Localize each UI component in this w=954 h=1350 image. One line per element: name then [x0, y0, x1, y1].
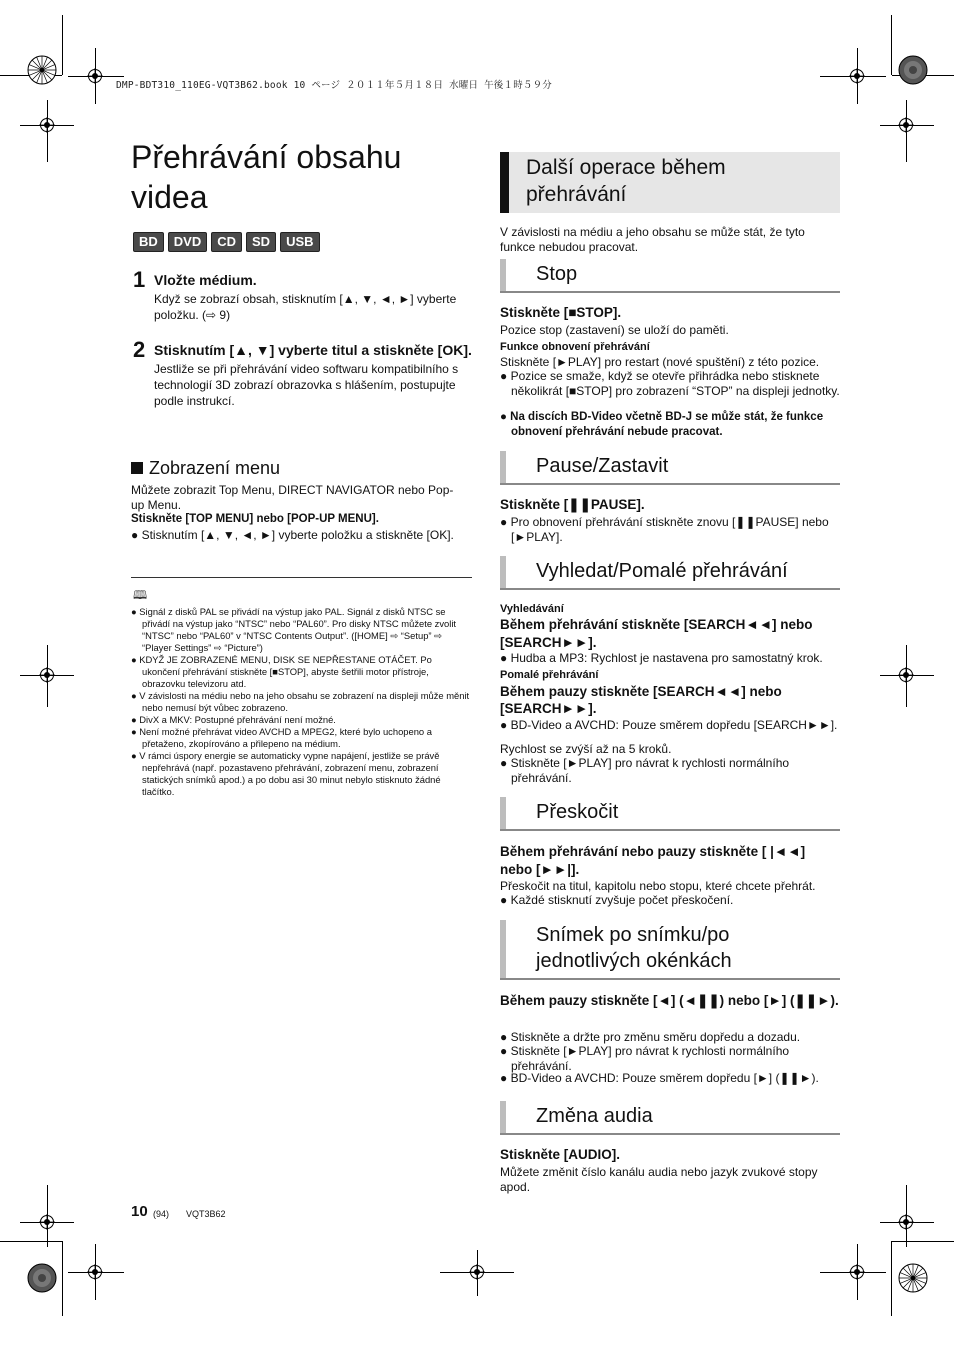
section-search-heading — [500, 556, 840, 590]
registration-mark-icon — [39, 667, 55, 683]
frame-bullet: ● Stiskněte [►PLAY] pro návrat k rychlosti normálního přehrávání. — [500, 1044, 790, 1073]
main-heading-label: Další operace během přehrávání — [526, 156, 726, 206]
step-title: Vložte médium. — [154, 272, 257, 288]
square-bullet-icon — [131, 462, 143, 474]
slow-label: Pomalé přehrávání — [500, 669, 599, 681]
frame-instruction: Během pauzy stiskněte [◄] (◄❚❚) nebo [►] (❚❚►). — [500, 993, 839, 1008]
menu-bullet: ● Stisknutím [▲, ▼, ◄, ►] vyberte položku a stiskněte [OK]. — [131, 528, 454, 542]
search-instruction: Během přehrávání stiskněte [SEARCH◄◄] nebo [SEARCH►►]. — [500, 617, 813, 650]
page-number: 10 — [131, 1203, 148, 1220]
media-badge-bd: BD — [133, 232, 164, 252]
speed-text: Rychlost se zvýší až na 5 kroků. — [500, 742, 672, 756]
slow-instruction: Během pauzy stiskněte [SEARCH◄◄] nebo [SEARCH►►]. — [500, 684, 782, 716]
heading-bar — [500, 451, 506, 483]
audio-instruction: Stiskněte [AUDIO]. — [500, 1147, 621, 1162]
media-badge-dvd: DVD — [168, 232, 207, 252]
stop-text: Pozice stop (zastavení) se uloží do paměti. — [500, 323, 729, 337]
section-heading-label: Změna audia — [536, 1105, 653, 1127]
notes-divider — [131, 577, 472, 578]
section-pause-heading — [500, 451, 840, 485]
pause-bullet: ● Pro obnovení přehrávání stiskněte znovu [❚❚PAUSE] nebo [►PLAY]. — [500, 515, 829, 544]
heading-bar — [500, 797, 506, 829]
search-bullet: ● Hudba a MP3: Rychlost je nastavena pro samostatný krok. — [500, 651, 823, 665]
section-heading-label: Přeskočit — [536, 801, 619, 823]
pause-instruction: Stiskněte [❚❚PAUSE]. — [500, 497, 645, 512]
section-heading-label: Vyhledat/Pomalé přehrávání — [536, 560, 788, 582]
intro-text: V závislosti na médiu a jeho obsahu se může stát, že tyto funkce nebudou pracovat. — [500, 225, 805, 254]
heading-bar — [500, 920, 506, 978]
halftone-circle-icon — [27, 1263, 57, 1293]
section-main-heading — [500, 152, 840, 213]
model-code: VQT3B62 — [186, 1209, 226, 1219]
crop-line — [892, 1241, 954, 1242]
crop-line — [62, 15, 63, 75]
step-body: Když se zobrazí obsah, stisknutím [▲, ▼, ◄, ►] vyberte položku. (⇨ 9) — [154, 292, 457, 322]
note-item: ● Signál z disků PAL se přivádí na výstup jako PAL. Signál z disků NTSC se přivádí na výstup jako “NTSC” nebo “PAL60”. Pro disky NTSC můžete zvolit “NTSC” nebo “PAL60” v “NTSC Contents Output”. ([HOME] ⇨ “Setup” ⇨ “Player Settings” ⇨ “Picture”) — [131, 606, 457, 653]
note-item: ● V rámci úspory energie se automaticky vypne napájení, jestliže se právě nepřehrává (např. pozastaveno přehrávání, zobrazení menu, zobrazení statických snímků apod.) a po dobu asi 30 minut nebylo stisknuto žádné tlačítko. — [131, 750, 441, 797]
section-audio-heading — [500, 1101, 840, 1135]
registration-mark-icon — [39, 1214, 55, 1230]
audio-text: Můžete změnit číslo kanálu audia nebo jazyk zvukové stopy apod. — [500, 1165, 818, 1194]
step-1 — [133, 267, 473, 323]
stop-instruction: Stiskněte [■STOP]. — [500, 305, 622, 320]
step-number: 2 — [133, 337, 146, 362]
menu-heading — [131, 457, 280, 479]
step-2 — [133, 337, 473, 409]
page-title: Přehrávání obsahu videa — [131, 139, 402, 215]
heading-bar — [500, 1101, 506, 1133]
registration-mark-icon — [898, 667, 914, 683]
registration-mark-icon — [849, 1264, 865, 1280]
crop-line — [0, 1241, 62, 1242]
heading-bar — [500, 259, 506, 291]
skip-bullet: ● Každé stisknutí zvyšuje počet přeskočení. — [500, 893, 734, 907]
skip-instruction: Během přehrávání nebo pauzy stiskněte [ |◄◄] nebo [►►|]. — [500, 844, 806, 877]
slow-bullet: ● BD-Video a AVCHD: Pouze směrem dopředu [SEARCH►►]. — [500, 718, 838, 732]
note-item: ● DivX a MKV: Postupné přehrávání není možné. — [131, 714, 336, 725]
note-item: ● KDYŽ JE ZOBRAZENÉ MENU, DISK SE NEPŘESTANE OTÁČET. Po ukončení přehrávání stiskněte [■STOP], abyste šetřili motor přístroje, obrazovku televizoru atd. — [131, 654, 432, 689]
registration-mark-icon — [898, 1214, 914, 1230]
menu-heading-label: Zobrazení menu — [149, 458, 281, 478]
note-item: ● V závislosti na médiu nebo na jeho obsahu se zobrazení na displeji může měnit nebo nemusí být vůbec zobrazeno. — [131, 690, 470, 713]
crop-line — [891, 15, 892, 75]
media-badges — [133, 232, 320, 252]
search-label: Vyhledávání — [500, 603, 564, 615]
frame-bullet: ● Stiskněte a držte pro změnu směru dopředu a dozadu. — [500, 1030, 801, 1044]
heading-bar — [500, 152, 509, 213]
stop-bullet: ● Pozice se smaže, když se otevře přihrádka nebo stisknete několikrát [■STOP] pro zobrazení “STOP” na displeji jednotky. — [500, 369, 840, 398]
crop-line — [891, 1241, 892, 1316]
registration-mark-icon — [469, 1264, 485, 1280]
skip-text: Přeskočit na titul, kapitolu nebo stopu, které chcete přehrát. — [500, 879, 816, 893]
registration-mark-icon — [898, 117, 914, 133]
note-item: ● Není možné přehrávat video AVCHD a MPEG2, které bylo uchopeno a přetaženo, zkopírováno a přilepeno na médium. — [131, 726, 432, 749]
section-heading-label: Snímek po snímku/po jednotlivých okénkách — [536, 924, 732, 972]
menu-text: Můžete zobrazit Top Menu, DIRECT NAVIGATOR nebo Pop-up Menu. — [131, 483, 454, 512]
print-header: DMP-BDT310_110EG-VQT3B62.book 10 ページ ２０１１年５月１８日 水曜日 午後１時５９分 — [116, 80, 553, 91]
media-badge-usb: USB — [280, 232, 319, 252]
media-badge-cd: CD — [211, 232, 242, 252]
stop-bullet: ● Na discích BD-Video včetně BD-J se může stát, že funkce obnovení přehrávání nebude pracovat. — [500, 411, 824, 438]
section-heading-label: Pause/Zastavit — [536, 455, 669, 477]
menu-instruction: Stiskněte [TOP MENU] nebo [POP-UP MENU]. — [131, 513, 379, 525]
notes-list — [131, 606, 471, 798]
starburst-icon — [898, 1263, 928, 1293]
media-badge-sd: SD — [246, 232, 276, 252]
book-icon: 🕮 — [133, 588, 148, 602]
step-number: 1 — [133, 267, 146, 292]
section-stop-heading — [500, 259, 840, 293]
speed-bullet: ● Stiskněte [►PLAY] pro návrat k rychlosti normálního přehrávání. — [500, 756, 790, 785]
heading-bar — [500, 556, 506, 588]
section-frame-heading — [500, 920, 840, 980]
halftone-circle-icon — [898, 55, 928, 85]
starburst-icon — [27, 55, 57, 85]
registration-mark-icon — [39, 117, 55, 133]
resume-text: Stiskněte [►PLAY] pro restart (nové spuštění) z této pozice. — [500, 355, 820, 369]
resume-label: Funkce obnovení přehrávání — [500, 341, 650, 353]
section-heading-label: Stop — [536, 263, 578, 285]
registration-mark-icon — [87, 68, 103, 84]
step-title: Stisknutím [▲, ▼] vyberte titul a stiskněte [OK]. — [154, 342, 472, 358]
registration-mark-icon — [87, 1264, 103, 1280]
section-skip-heading — [500, 797, 840, 831]
frame-bullet: ● BD-Video a AVCHD: Pouze směrem dopředu [►] (❚❚►). — [500, 1071, 819, 1085]
crop-line — [62, 1241, 63, 1316]
page-number-alt: (94) — [153, 1209, 170, 1219]
step-body: Jestliže se při přehrávání video softwaru kompatibilního s technologií 3D zobrazí obrazovka s hlášením, postupujte podle instrukcí. — [154, 362, 459, 408]
registration-mark-icon — [849, 68, 865, 84]
